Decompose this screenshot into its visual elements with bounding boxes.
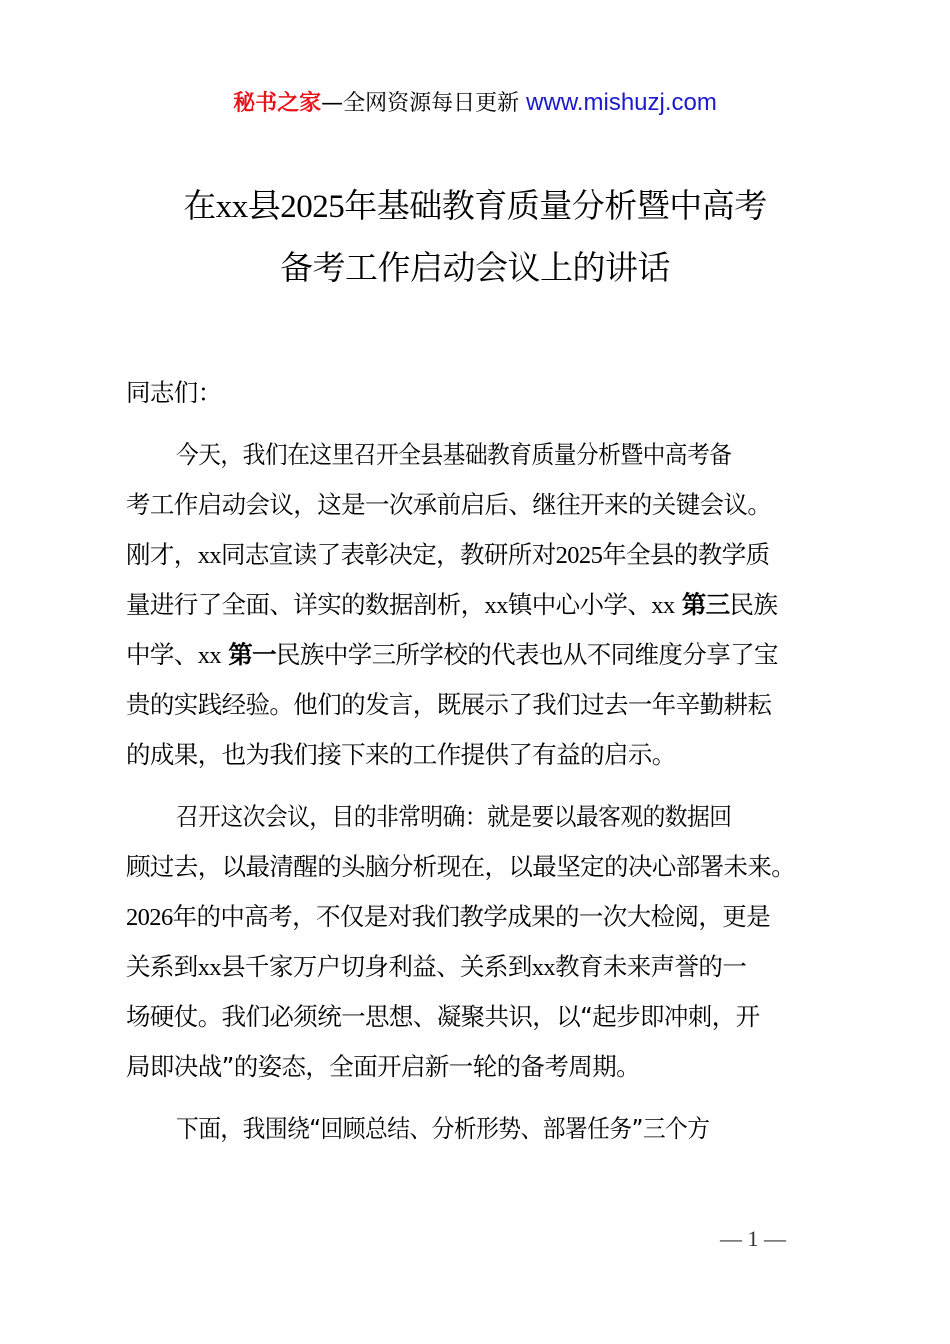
text-run: 下面，我围绕“回顾总结、分析形势、部署任务”三个方	[176, 1114, 710, 1143]
paragraph-line	[126, 900, 836, 935]
paragraph-line	[176, 438, 836, 472]
paragraph-line	[176, 800, 836, 834]
paragraph-line	[176, 1112, 836, 1146]
text-run: xx	[531, 954, 556, 981]
text-run: xx	[197, 954, 222, 981]
title-text: 县	[247, 186, 281, 225]
text-run: 贵的实践经验。他们的发言，既展示了我们过去一年辛勤耕耘	[126, 690, 772, 719]
text-run: xx	[197, 542, 222, 569]
text-run: 镇中心小学、	[507, 590, 652, 619]
text-run: 关系到	[126, 952, 198, 981]
paragraph-line	[126, 588, 836, 623]
text-run: 年全县的教学质	[602, 540, 770, 569]
site-banner	[0, 86, 950, 121]
text-run: 同志宣读了表彰决定，教研所对	[221, 540, 556, 569]
text-run: 刚才，	[126, 540, 198, 569]
paragraph-line	[126, 688, 836, 722]
text-run: 县千家万户切身利益、关系到	[221, 952, 532, 981]
banner-tagline: —全网资源每日更新	[321, 91, 520, 116]
title-text: xx	[215, 189, 248, 225]
title-text: 年基础教育质量分析暨中高考	[344, 186, 767, 225]
text-run: 民族中学三所学校的代表也从不同维度分享了宝	[276, 640, 778, 669]
bold-text-run: 第一	[228, 640, 277, 669]
text-run: 2026	[126, 904, 173, 931]
text-run: 召开这次会议，目的非常明确：就是要以最客观的数据回	[176, 802, 732, 831]
brand-name: 秘书之家	[233, 91, 322, 116]
text-run: 今天，我们在这里召开全县基础教育质量分析暨中高考备	[176, 440, 732, 469]
text-run: 顾过去，以最清醒的头脑分析现在，以最坚定的决心部署未来。	[126, 852, 796, 881]
title-text: 2025	[280, 189, 345, 225]
paragraph-line	[126, 950, 836, 985]
paragraph-line	[126, 738, 836, 772]
paragraph-line	[126, 1050, 836, 1084]
text-run: 考工作启动会议，这是一次承前启后、继往开来的关键会议。	[126, 490, 772, 519]
document-title-line-2: 备考工作启动会议上的讲话	[280, 248, 670, 287]
paragraph-line	[126, 638, 836, 673]
paragraph-line	[126, 1000, 836, 1034]
paragraph-line	[126, 488, 836, 522]
paragraph-line	[126, 850, 836, 884]
text-run: 年的中高考，不仅是对我们教学成果的一次大检阅，更是	[172, 902, 771, 931]
text-run: 2025	[555, 542, 603, 569]
document-title-line-1	[0, 184, 950, 229]
text-run: 局即决战”的姿态，全面开启新一轮的备考周期。	[126, 1052, 640, 1081]
text-run: 的成果，也为我们接下来的工作提供了有益的启示。	[126, 740, 676, 769]
page-number: — 1 —	[720, 1226, 786, 1251]
text-run: xx	[651, 592, 675, 619]
text-run: 场硬仗。我们必须统一思想、凝聚共识，以“起步即冲刺，开	[126, 1002, 760, 1031]
title-text: 在	[183, 186, 216, 225]
text-run: xx	[484, 592, 508, 619]
text-run: 民族	[729, 590, 778, 619]
text-run: 中学、	[126, 640, 198, 669]
website-link[interactable]: www.mishuzj.com	[526, 89, 717, 116]
text-run: 量进行了全面、详实的数据剖析，	[126, 590, 485, 619]
salutation: 同志们：	[126, 378, 222, 407]
text-run: 教育未来声誉的一	[555, 952, 747, 981]
paragraph-line	[126, 538, 836, 573]
text-run: xx	[197, 642, 222, 669]
bold-text-run: 第三	[681, 590, 730, 619]
